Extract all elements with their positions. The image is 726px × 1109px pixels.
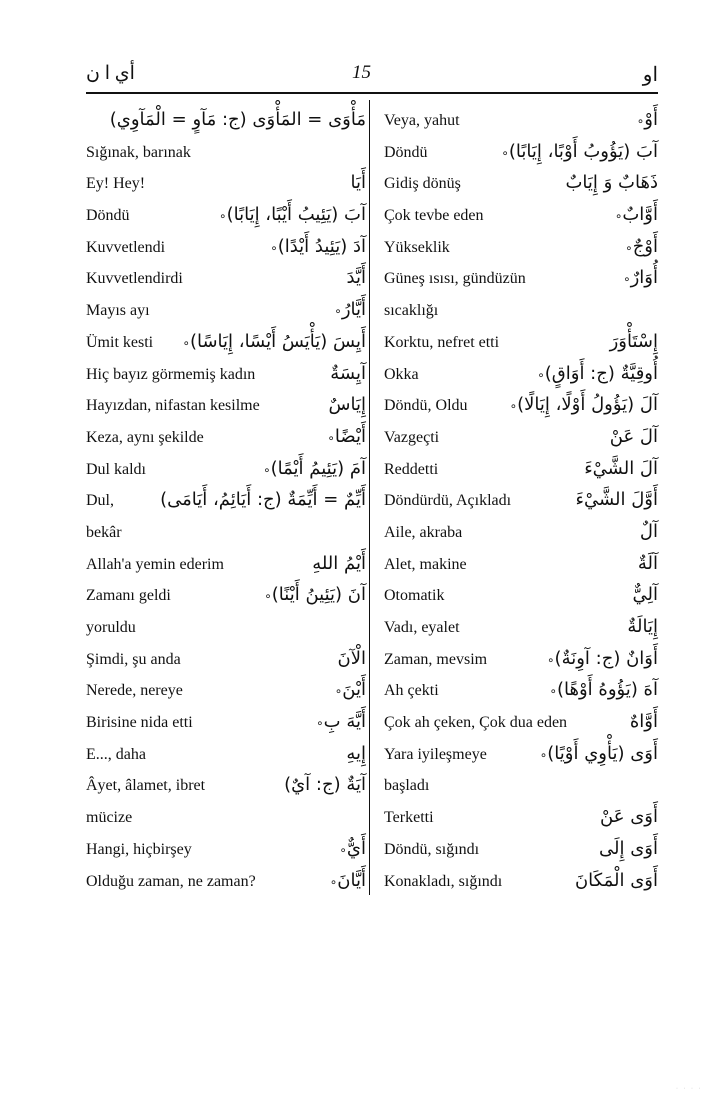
- entry-bullet-icon: ∘: [509, 399, 518, 414]
- entry-arabic-text: آلَ عَنْ: [609, 425, 658, 447]
- entry-arabic-headword: [610, 326, 658, 358]
- header-letter-range-right: او: [642, 64, 658, 86]
- entry-translation: başladı: [384, 777, 430, 795]
- entry-arabic-headword: [284, 769, 366, 801]
- entry-translation: E..., daha: [86, 745, 146, 763]
- entry-bullet-icon: ∘: [614, 209, 623, 224]
- entry-arabic-text: أَيْضًا: [334, 425, 366, 447]
- page-number: 15: [352, 62, 371, 83]
- dictionary-entry: [86, 833, 366, 865]
- entry-translation: Dul,: [86, 492, 114, 510]
- entry-translation: Terketti: [384, 809, 434, 827]
- entry-bullet-icon: ∘: [334, 684, 343, 699]
- entry-translation: Döndü, Oldu: [384, 397, 468, 415]
- entry-arabic-headword: [533, 358, 658, 392]
- entry-translation: Allah'a yemin ederim: [86, 555, 224, 573]
- dictionary-entry: [384, 833, 658, 865]
- entry-arabic-text: آنَ (يَئِينُ أَيْنًا): [271, 584, 366, 606]
- entry-arabic-headword: [599, 833, 658, 865]
- dictionary-entry: [384, 516, 658, 548]
- dictionary-entry: [86, 231, 366, 263]
- scan-speck: · · · ·: [676, 1086, 703, 1092]
- entry-translation: Aile, akraba: [384, 523, 463, 541]
- entry-translation: Kuvvetlendi: [86, 238, 166, 256]
- column-divider: [369, 100, 370, 895]
- entry-arabic-text: آلٌ: [639, 520, 658, 542]
- entry-arabic-headword: [329, 389, 366, 421]
- entry-arabic-headword: [312, 706, 366, 740]
- entry-translation: Ümit kesti: [86, 333, 154, 351]
- dictionary-entry: [384, 358, 658, 390]
- entry-arabic-text: آبَ (يَؤُوبُ أَوْبًا، إِيَابًا): [508, 140, 658, 162]
- entry-arabic-headword: [633, 579, 659, 611]
- dictionary-entry: [384, 579, 658, 611]
- entry-arabic-headword: [638, 548, 658, 580]
- entry-arabic-text: آمَ (يَئِيمُ أَيْمًا): [270, 457, 366, 479]
- dictionary-entry: [86, 643, 366, 675]
- entry-bullet-icon: ∘: [316, 716, 324, 731]
- entry-arabic-text: أَيِسَ (يَأْيَسُ أَيْسًا، إِيَاسًا): [189, 330, 366, 352]
- entry-arabic-headword: [326, 865, 366, 899]
- dictionary-entry: [384, 167, 658, 199]
- dictionary-entry: [86, 801, 366, 833]
- dictionary-entry: [86, 484, 366, 516]
- entry-arabic-text: أَيَّانَ: [337, 869, 366, 891]
- entry-arabic-headword: [497, 136, 658, 170]
- dictionary-entry: [384, 104, 658, 136]
- entry-translation: Döndü: [86, 207, 130, 225]
- dictionary-entry: [384, 674, 658, 706]
- entry-translation: Yükseklik: [384, 238, 450, 256]
- entry-bullet-icon: ∘: [537, 367, 545, 382]
- entry-translation: Şimdi, şu anda: [86, 650, 181, 668]
- entry-arabic-text: أَوْجٌ: [632, 235, 658, 257]
- entry-arabic-text: أُوَارٌ: [630, 267, 658, 289]
- entry-arabic-text: مَأْوَى = المَأْوَى (ج: مَآوٍ = الْمَآوِي): [109, 109, 366, 130]
- dictionary-entry: [86, 674, 366, 706]
- entry-arabic-text: أَيْمُ اللهِ: [312, 552, 366, 574]
- entry-translation: Gidiş dönüş: [384, 175, 461, 193]
- entry-bullet-icon: ∘: [270, 240, 278, 255]
- dictionary-entry: [384, 326, 658, 358]
- entry-arabic-headword: [575, 865, 658, 897]
- entry-arabic-headword: [640, 516, 658, 548]
- entry-translation: Ah çekti: [384, 682, 439, 700]
- entry-arabic-text: آيِسَةٌ: [330, 362, 366, 384]
- entry-translation: Çok tevbe eden: [384, 207, 484, 225]
- entry-translation: Hayızdan, nifastan kesilme: [86, 397, 260, 415]
- entry-arabic-headword: [621, 231, 658, 265]
- entry-bullet-icon: ∘: [329, 874, 338, 889]
- entry-translation: Veya, yahut: [384, 112, 460, 129]
- entry-arabic-text: أَوَّلَ الشَّيْءَ: [575, 489, 658, 511]
- entry-translation: Nerede, nereye: [86, 682, 183, 700]
- page-header: [86, 62, 658, 92]
- entry-translation: Ey! Hey!: [86, 175, 146, 193]
- entry-translation: Vazgeçti: [384, 428, 440, 446]
- dictionary-entry: [384, 643, 658, 675]
- entry-translation: Alet, makine: [384, 555, 467, 573]
- entry-arabic-text: آلَ (يَؤُولُ أَوْلًا، إِيَالًا): [517, 394, 658, 416]
- entry-arabic-text: آلَةٌ: [637, 552, 658, 574]
- entry-translation: sıcaklığı: [384, 302, 439, 320]
- dictionary-entry: [384, 199, 658, 231]
- entry-arabic-text: أَوَانٌ (ج: آوِنَةٌ): [554, 647, 658, 669]
- entry-bullet-icon: ∘: [263, 462, 271, 477]
- entry-arabic-headword: [338, 643, 367, 675]
- entry-translation: Döndü: [384, 143, 428, 161]
- dictionary-entry: [384, 231, 658, 263]
- entry-translation: Birisine nida etti: [86, 714, 193, 732]
- dictionary-entry: [86, 453, 366, 485]
- entry-arabic-text: أَوَّاهٌ: [629, 711, 658, 733]
- entry-translation: Keza, aynı şekilde: [86, 428, 204, 446]
- entry-translation: Sığınak, barınak: [86, 143, 191, 161]
- entry-translation: bekâr: [86, 523, 122, 541]
- dictionary-entry: [384, 769, 658, 801]
- entry-arabic-text: أَيَّارُ: [341, 299, 366, 321]
- entry-arabic-headword: [506, 389, 658, 423]
- entry-translation: Okka: [384, 365, 419, 383]
- entry-translation: Kuvvetlendirdi: [86, 270, 183, 288]
- entry-arabic-headword: [259, 453, 366, 487]
- entry-arabic-headword: [630, 706, 658, 738]
- entry-arabic-headword: [619, 262, 658, 296]
- dictionary-entry: [384, 738, 658, 770]
- entry-translation: Zamanı geldi: [86, 587, 171, 605]
- dictionary-entry: [86, 611, 366, 643]
- entry-arabic-text: أُوقِيَّةٌ (ج: أَوَاقٍ): [544, 362, 658, 384]
- entry-translation: Döndürdü, Açıkladı: [384, 492, 512, 510]
- dictionary-entry: [384, 706, 658, 738]
- entry-bullet-icon: ∘: [623, 272, 631, 287]
- dictionary-entry: [86, 199, 366, 231]
- entry-translation: Zaman, mevsim: [384, 650, 488, 668]
- entry-translation: mücize: [86, 809, 133, 827]
- entry-arabic-text: إِسْتَأْوَرَ: [609, 330, 658, 352]
- entry-arabic-text: أَيٌّ: [346, 837, 366, 859]
- entry-arabic-text: أَوْ: [644, 109, 658, 130]
- dictionary-entry: [384, 801, 658, 833]
- entry-translation: Çok ah çeken, Çok dua eden: [384, 714, 568, 732]
- entry-arabic-headword: [160, 484, 366, 516]
- entry-bullet-icon: ∘: [501, 145, 509, 160]
- entry-translation: Vadı, eyalet: [384, 619, 460, 636]
- entry-translation: Döndü, sığındı: [384, 840, 480, 858]
- entry-translation: yoruldu: [86, 619, 136, 636]
- entry-arabic-text: أَيَّدَ: [346, 267, 366, 289]
- header-rule: [86, 92, 658, 94]
- entry-bullet-icon: ∘: [327, 430, 335, 445]
- dictionary-entry: [86, 389, 366, 421]
- entry-arabic-headword: [545, 674, 658, 708]
- entry-bullet-icon: ∘: [339, 842, 347, 857]
- entry-translation: Olduğu zaman, ne zaman?: [86, 872, 256, 890]
- dictionary-entry: [384, 548, 658, 580]
- dictionary-entry: [384, 262, 658, 294]
- dictionary-entry: [86, 579, 366, 611]
- dictionary-entry: [86, 104, 366, 136]
- dictionary-entry: [86, 326, 366, 358]
- entry-arabic-text: أَيَّهَ بِ: [323, 711, 366, 733]
- entry-arabic-headword: [312, 548, 366, 580]
- dictionary-entry: [86, 548, 366, 580]
- entry-bullet-icon: ∘: [625, 240, 633, 255]
- entry-arabic-headword: [627, 611, 658, 643]
- entry-arabic-headword: [600, 801, 658, 833]
- entry-translation: Otomatik: [384, 587, 445, 605]
- entry-arabic-text: آهَ (يَؤُوهُ أَوْهًا): [556, 679, 658, 701]
- entry-arabic-text: آبَ (يَئِيبُ أَيْبًا، إِيَابًا): [226, 204, 366, 226]
- entry-arabic-headword: [331, 674, 366, 708]
- entry-arabic-headword: [565, 167, 658, 199]
- dictionary-entry: [384, 294, 658, 326]
- dictionary-entry: [384, 453, 658, 485]
- entry-arabic-headword: [330, 358, 366, 390]
- entry-arabic-headword: [266, 231, 366, 265]
- dictionary-entry: [86, 769, 366, 801]
- entry-arabic-text: أَيِّمٌ = أَيِّمَةٌ (ج: أَيَائِمُ، أَيَامَى): [160, 489, 366, 511]
- dictionary-entry: [86, 738, 366, 770]
- dictionary-entry: [86, 865, 366, 897]
- entry-translation: Âyet, âlamet, ibret: [86, 777, 206, 795]
- entry-bullet-icon: ∘: [334, 304, 342, 319]
- dictionary-entry: [384, 421, 658, 453]
- entry-arabic-text: أَوَى الْمَكَانَ: [574, 869, 658, 891]
- dictionary-entry: [86, 358, 366, 390]
- entry-arabic-text: آلَ الشَّيْءَ: [584, 457, 658, 479]
- entry-arabic-headword: [330, 294, 366, 328]
- entry-translation: Korktu, nefret etti: [384, 333, 500, 351]
- dictionary-entry: [384, 865, 658, 897]
- entry-arabic-text: إِيَاسٌ: [328, 394, 366, 416]
- entry-arabic-text: آلِيٌّ: [632, 584, 658, 606]
- entry-translation: Hangi, hiçbirşey: [86, 840, 192, 858]
- dictionary-entry: [384, 611, 658, 643]
- entry-bullet-icon: ∘: [219, 209, 227, 224]
- entry-arabic-headword: [584, 453, 658, 485]
- entry-arabic-headword: [260, 579, 366, 613]
- entry-translation: Konakladı, sığındı: [384, 872, 503, 890]
- dictionary-entry: [86, 167, 366, 199]
- entry-arabic-text: الْآنَ: [337, 647, 366, 669]
- entry-arabic-headword: [178, 326, 366, 360]
- right-column: [384, 104, 658, 896]
- entry-bullet-icon: ∘: [547, 652, 555, 667]
- entry-arabic-text: إِيهِ: [346, 742, 366, 764]
- entry-translation: Mayıs ayı: [86, 302, 150, 320]
- entry-arabic-text: أَوَى (يَأْوِي أَوْيًا): [547, 742, 658, 764]
- entry-arabic-headword: [575, 484, 658, 516]
- entry-bullet-icon: ∘: [636, 114, 645, 128]
- entry-bullet-icon: ∘: [264, 589, 272, 604]
- dictionary-entry: [384, 484, 658, 516]
- header-letter-range-left: أي ا ن: [86, 63, 135, 84]
- entry-arabic-text: آيَةٌ (ج: آيٌ): [284, 774, 366, 796]
- entry-arabic-headword: [323, 421, 366, 455]
- entry-arabic-headword: [351, 167, 367, 199]
- entry-bullet-icon: ∘: [539, 747, 548, 762]
- entry-bullet-icon: ∘: [549, 684, 557, 699]
- entry-arabic-text: أَيْنَ: [342, 679, 366, 701]
- entry-arabic-headword: [347, 262, 366, 294]
- entry-arabic-headword: [536, 738, 658, 772]
- dictionary-entry: [86, 262, 366, 294]
- entry-translation: Reddetti: [384, 460, 439, 478]
- entry-arabic-headword: [633, 104, 658, 138]
- entry-arabic-text: آدَ (يَئِيدُ أَيْدًا): [277, 235, 366, 257]
- dictionary-entry: [86, 516, 366, 548]
- entry-arabic-headword: [610, 421, 658, 453]
- entry-translation: Yara iyileşmeye: [384, 745, 487, 763]
- entry-translation: Hiç bayız görmemiş kadın: [86, 365, 256, 383]
- dictionary-entry: [86, 136, 366, 168]
- left-column: [86, 104, 366, 896]
- entry-arabic-text: إِيَالَةٌ: [627, 616, 658, 637]
- dictionary-entry: [86, 294, 366, 326]
- entry-arabic-headword: [110, 104, 366, 136]
- entry-translation: Dul kaldı: [86, 460, 146, 478]
- entry-arabic-headword: [611, 199, 658, 233]
- entry-arabic-headword: [215, 199, 366, 233]
- entry-arabic-text: أَوَّابٌ: [622, 204, 658, 226]
- entry-arabic-text: أَوَى عَنْ: [600, 806, 658, 828]
- entry-bullet-icon: ∘: [182, 335, 190, 350]
- entry-arabic-text: أَوَى إِلَى: [599, 837, 658, 859]
- entry-translation: Güneş ısısı, gündüzün: [384, 270, 526, 288]
- entry-arabic-headword: [543, 643, 658, 677]
- entry-arabic-text: أَيَا: [350, 172, 366, 194]
- entry-arabic-text: ذَهَابٌ وَ إِيَابٌ: [565, 172, 658, 194]
- dictionary-entry: [384, 136, 658, 168]
- dictionary-entry: [86, 421, 366, 453]
- dictionary-entry: [384, 389, 658, 421]
- entry-arabic-headword: [335, 833, 366, 867]
- entry-arabic-headword: [346, 738, 366, 770]
- dictionary-entry: [86, 706, 366, 738]
